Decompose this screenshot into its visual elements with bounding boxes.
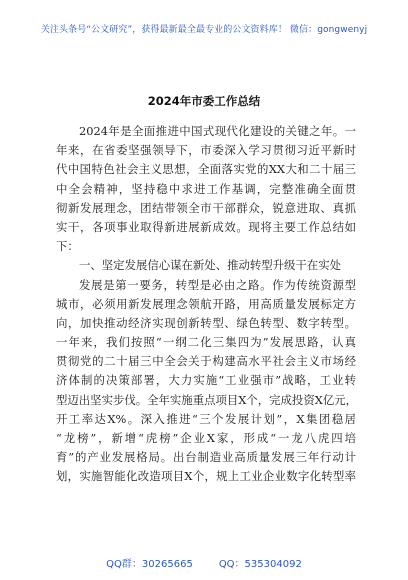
body-line: 发展是第一要务，转型是必由之路。作为传统资源型 [79,277,356,292]
body-line: 实干，各项事业取得新进展新成效。现将主要工作总结如 [56,219,356,234]
promo-banner: 关注头条号“公文研究”，获得最新最全最专业的公文资料库！ 微信：gongwenyj [40,25,368,35]
body-line: 中全会精神，坚持稳中求进工作基调，完整准确全面贯 [56,181,356,196]
body-line: 2024年是全面推进中国式现代化建设的关键之年。一 [79,124,356,138]
body-line: 城市，必须用新发展理念领航开路，用高质量发展标定方 [56,296,356,311]
document-title: 2024年市委工作总结 [147,94,261,108]
body-line: 育”的产业发展格局。出台制造业高质量发展三年行动计 [56,450,356,465]
body-line: 贯彻党的二十届三中全会关于构建高水平社会主义市场经 [56,354,356,369]
body-line: 向，加快推动经济实现创新转型、绿色转型、数字转型。 [56,315,356,330]
body-line: 彻新发展理念，团结带领全市干部群众，锐意进取、真抓 [56,200,356,215]
body-line: 年来，在省委坚强领导下，市委深入学习贯彻习近平新时 [56,143,356,158]
qq-text: QQ：535304092 [218,559,302,570]
body-line: 下： [56,239,79,254]
body-line: 开工率达X%。深入推进“三个发展计划”，X集团稳居 [56,411,356,426]
contact-footer [0,559,408,571]
body-line: 型迈出坚实步伐。全年实施重点项目X个，完成投资X亿元， [56,392,357,407]
qq-group-text: QQ群：30265665 [106,559,193,570]
body-line: “龙榜”，新增“虎榜”企业X家，形成“一龙八虎四培 [56,431,356,445]
document-body [56,122,356,487]
body-line: 济体制的决策部署，大力实施“工业强市”战略，工业转 [56,373,356,388]
body-line: 代中国特色社会主义思想，全面落实党的XX大和二十届三 [56,162,356,177]
body-line: 划，实施智能化改造项目X个，规上工业企业数字化转型率 [56,469,356,484]
section-heading: 一、坚定发展信心谋在新处、推动转型升级干在实处 [79,258,341,273]
body-line: 一年来，我们按照“一纲二化三集四为”发展思路，认真 [56,335,356,350]
